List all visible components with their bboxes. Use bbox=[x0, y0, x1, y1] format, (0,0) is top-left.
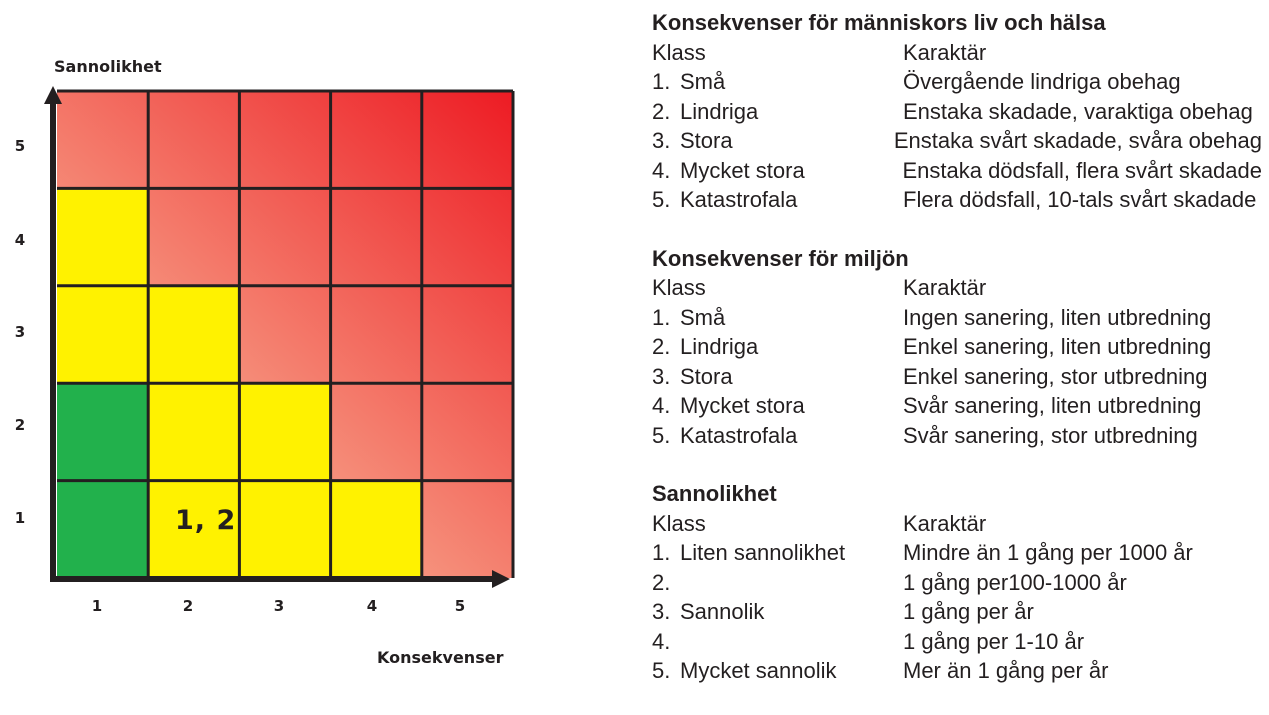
y-axis-title: Sannolikhet bbox=[54, 57, 162, 76]
matrix-cell-k4-s5 bbox=[331, 91, 422, 188]
matrix-cell-k4-s2 bbox=[331, 383, 422, 480]
matrix-cell-k2-s4 bbox=[148, 188, 239, 285]
header-karaktar: Karaktär bbox=[903, 39, 987, 65]
y-tick: 5 bbox=[14, 137, 26, 155]
row-number: 1. bbox=[652, 540, 671, 565]
matrix-cell-k4-s1 bbox=[331, 481, 422, 578]
row-number: 3. bbox=[652, 363, 671, 389]
matrix-cell-k3-s1 bbox=[239, 481, 330, 578]
matrix-cell-k5-s5 bbox=[422, 91, 513, 188]
legend-row bbox=[652, 303, 1262, 333]
legend-row bbox=[652, 332, 1262, 362]
legend-row bbox=[652, 568, 1262, 598]
matrix-cell-k5-s4 bbox=[422, 188, 513, 285]
legend-header-row bbox=[652, 509, 1262, 539]
row-klass: Lindriga bbox=[680, 334, 759, 359]
legend-section-probability bbox=[652, 479, 1262, 686]
section-title: Konsekvenser för människors liv och hälsa bbox=[652, 10, 1106, 35]
row-karaktar: 1 gång per år bbox=[903, 599, 1034, 624]
matrix-cell-k2-s2 bbox=[148, 383, 239, 480]
row-klass: Mycket stora bbox=[680, 393, 805, 418]
row-number: 1. bbox=[652, 304, 671, 330]
legend-row bbox=[652, 538, 1262, 568]
row-karaktar: Flera dödsfall, 10-tals svårt skadade bbox=[903, 187, 1257, 212]
matrix-cell-k5-s1 bbox=[422, 481, 513, 578]
legend-row bbox=[652, 627, 1262, 657]
row-karaktar: Övergående lindriga obehag bbox=[903, 69, 1181, 94]
row-number: 3. bbox=[652, 128, 671, 153]
legend-header-row bbox=[652, 38, 1262, 68]
row-number: 2. bbox=[652, 334, 671, 359]
row-number: 1. bbox=[652, 69, 671, 94]
row-karaktar: Svår sanering, liten utbredning bbox=[903, 393, 1202, 418]
row-number: 4. bbox=[652, 393, 671, 418]
y-tick: 1 bbox=[14, 509, 26, 527]
x-tick: 4 bbox=[366, 597, 378, 615]
row-karaktar: Svår sanering, stor utbredning bbox=[903, 422, 1198, 448]
header-klass: Klass bbox=[652, 39, 706, 65]
legend-row bbox=[652, 67, 1262, 97]
row-klass: Mycket sannolik bbox=[680, 658, 837, 683]
matrix-cell-k1-s4 bbox=[57, 188, 148, 285]
row-klass: Små bbox=[680, 69, 726, 94]
x-tick: 5 bbox=[454, 597, 466, 615]
legend-row bbox=[652, 391, 1262, 421]
row-number: 5. bbox=[652, 422, 671, 448]
legend-row bbox=[652, 126, 1262, 156]
row-klass: Liten sannolikhet bbox=[680, 540, 846, 565]
legend-section-health bbox=[652, 8, 1262, 215]
row-klass: Lindriga bbox=[680, 98, 759, 124]
x-axis-title: Konsekvenser bbox=[377, 648, 504, 667]
legend-header-row bbox=[652, 273, 1262, 303]
matrix-cell-k1-s2 bbox=[57, 383, 148, 480]
legend-row bbox=[652, 362, 1262, 392]
row-number: 2. bbox=[652, 98, 671, 124]
row-number: 2. bbox=[652, 569, 671, 595]
row-karaktar: Enkel sanering, stor utbredning bbox=[903, 363, 1208, 389]
matrix-cell-k3-s2 bbox=[239, 383, 330, 480]
matrix-cell-k4-s4 bbox=[331, 188, 422, 285]
marker-label: 1, 2 bbox=[175, 505, 237, 536]
header-karaktar: Karaktär bbox=[903, 275, 987, 300]
row-karaktar: Ingen sanering, liten utbredning bbox=[903, 304, 1212, 330]
row-klass: Sannolik bbox=[680, 599, 765, 624]
matrix-cell-k5-s3 bbox=[422, 286, 513, 383]
legend-row bbox=[652, 656, 1262, 686]
row-klass: Små bbox=[680, 304, 726, 330]
legend-row bbox=[652, 97, 1262, 127]
x-tick: 3 bbox=[273, 597, 285, 615]
legend-row bbox=[652, 185, 1262, 215]
header-klass: Klass bbox=[652, 510, 706, 536]
row-number: 4. bbox=[652, 628, 671, 654]
legend bbox=[652, 8, 1262, 715]
row-karaktar: Mer än 1 gång per år bbox=[903, 658, 1109, 683]
row-klass: Mycket stora bbox=[680, 157, 805, 183]
row-karaktar: 1 gång per100-1000 år bbox=[903, 569, 1127, 595]
row-klass: Katastrofala bbox=[680, 187, 798, 212]
matrix-cell-k2-s3 bbox=[148, 286, 239, 383]
y-tick: 3 bbox=[14, 323, 26, 341]
row-karaktar: Mindre än 1 gång per 1000 år bbox=[903, 540, 1193, 565]
matrix-cell-k2-s5 bbox=[148, 91, 239, 188]
row-karaktar: Enstaka dödsfall, flera svårt skadade bbox=[902, 157, 1262, 183]
legend-row bbox=[652, 156, 1262, 186]
row-karaktar: Enstaka skadade, varaktiga obehag bbox=[903, 98, 1253, 124]
row-number: 4. bbox=[652, 157, 671, 183]
y-tick: 4 bbox=[14, 231, 26, 249]
row-klass: Stora bbox=[680, 363, 733, 389]
x-tick: 2 bbox=[182, 597, 194, 615]
matrix-cell-k3-s5 bbox=[239, 91, 330, 188]
y-tick: 2 bbox=[14, 416, 26, 434]
row-karaktar: Enkel sanering, liten utbredning bbox=[903, 334, 1212, 359]
section-title: Sannolikhet bbox=[652, 481, 777, 506]
matrix-cell-k1-s1 bbox=[57, 481, 148, 578]
header-karaktar: Karaktär bbox=[903, 510, 987, 536]
row-klass: Stora bbox=[680, 128, 733, 153]
row-karaktar: 1 gång per 1-10 år bbox=[903, 628, 1085, 654]
legend-section-environment bbox=[652, 244, 1262, 451]
matrix-cell-k5-s2 bbox=[422, 383, 513, 480]
row-number: 3. bbox=[652, 599, 671, 624]
matrix-cell-k4-s3 bbox=[331, 286, 422, 383]
matrix-cell-k3-s3 bbox=[239, 286, 330, 383]
legend-row bbox=[652, 597, 1262, 627]
legend-row bbox=[652, 421, 1262, 451]
matrix-cell-k1-s3 bbox=[57, 286, 148, 383]
matrix-cell-k1-s5 bbox=[57, 91, 148, 188]
row-number: 5. bbox=[652, 187, 671, 212]
x-tick: 1 bbox=[91, 597, 103, 615]
row-karaktar: Enstaka svårt skadade, svåra obehag bbox=[893, 128, 1262, 153]
risk-matrix bbox=[0, 0, 520, 600]
row-number: 5. bbox=[652, 658, 671, 683]
section-title: Konsekvenser för miljön bbox=[652, 245, 909, 271]
matrix-cell-k3-s4 bbox=[239, 188, 330, 285]
row-klass: Katastrofala bbox=[680, 422, 798, 448]
header-klass: Klass bbox=[652, 275, 706, 300]
